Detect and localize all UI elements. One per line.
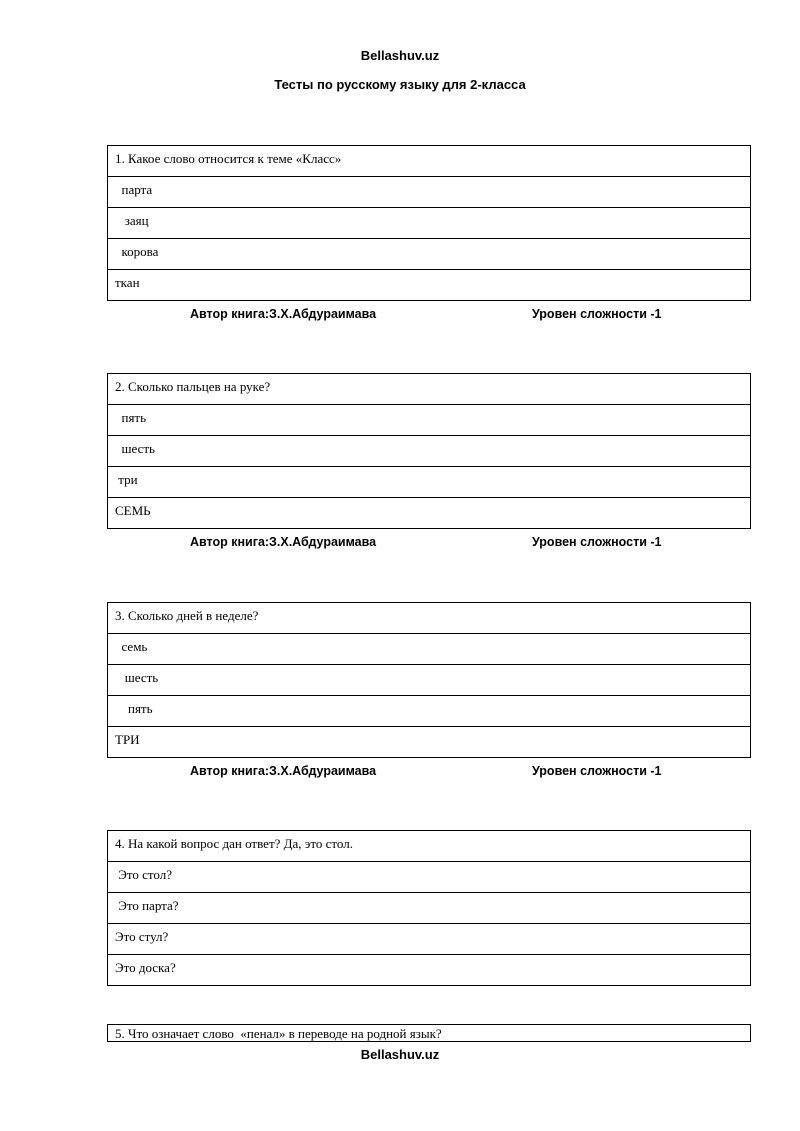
answer-option: шесть: [108, 436, 751, 467]
question-text: 5. Что означает слово «пенал» в переводе на родной язык?: [108, 1025, 751, 1042]
answer-option: ткан: [108, 270, 751, 301]
answer-option: корова: [108, 239, 751, 270]
answer-option: ТРИ: [108, 727, 751, 758]
question-table-1: [107, 145, 751, 301]
answer-option: Это стол?: [108, 862, 751, 893]
question-text: 1. Какое слово относится к теме «Класс»: [108, 146, 751, 177]
question-table-2: [107, 373, 751, 529]
question-table-3: [107, 602, 751, 758]
question-table-5: [107, 1024, 751, 1042]
answer-option: Это стул?: [108, 924, 751, 955]
page-title: Тесты по русскому языку для 2-класса: [274, 77, 526, 92]
difficulty-label: Уровен сложности -1: [532, 307, 662, 321]
answer-option: заяц: [108, 208, 751, 239]
answer-option: семь: [108, 634, 751, 665]
author-label: Автор книга:З.Х.Абдураимава: [190, 764, 377, 778]
difficulty-label: Уровен сложности -1: [532, 535, 662, 549]
answer-option: Это парта?: [108, 893, 751, 924]
question-text: 4. На какой вопрос дан ответ? Да, это стол.: [108, 831, 751, 862]
answer-option: пять: [108, 696, 751, 727]
author-label: Автор книга:З.Х.Абдураимава: [190, 535, 377, 549]
question-text: 3. Сколько дней в неделе?: [108, 603, 751, 634]
author-label: Автор книга:З.Х.Абдураимава: [190, 307, 377, 321]
answer-option: шесть: [108, 665, 751, 696]
question-table-4: [107, 830, 751, 986]
question-text: 2. Сколько пальцев на руке?: [108, 374, 751, 405]
answer-option: три: [108, 467, 751, 498]
answer-option: пять: [108, 405, 751, 436]
answer-option: Это доска?: [108, 955, 751, 986]
answer-option: парта: [108, 177, 751, 208]
site-header: Bellashuv.uz: [360, 48, 440, 63]
answer-option: СЕМЬ: [108, 498, 751, 529]
difficulty-label: Уровен сложности -1: [532, 764, 662, 778]
site-footer: Bellashuv.uz: [360, 1047, 440, 1062]
